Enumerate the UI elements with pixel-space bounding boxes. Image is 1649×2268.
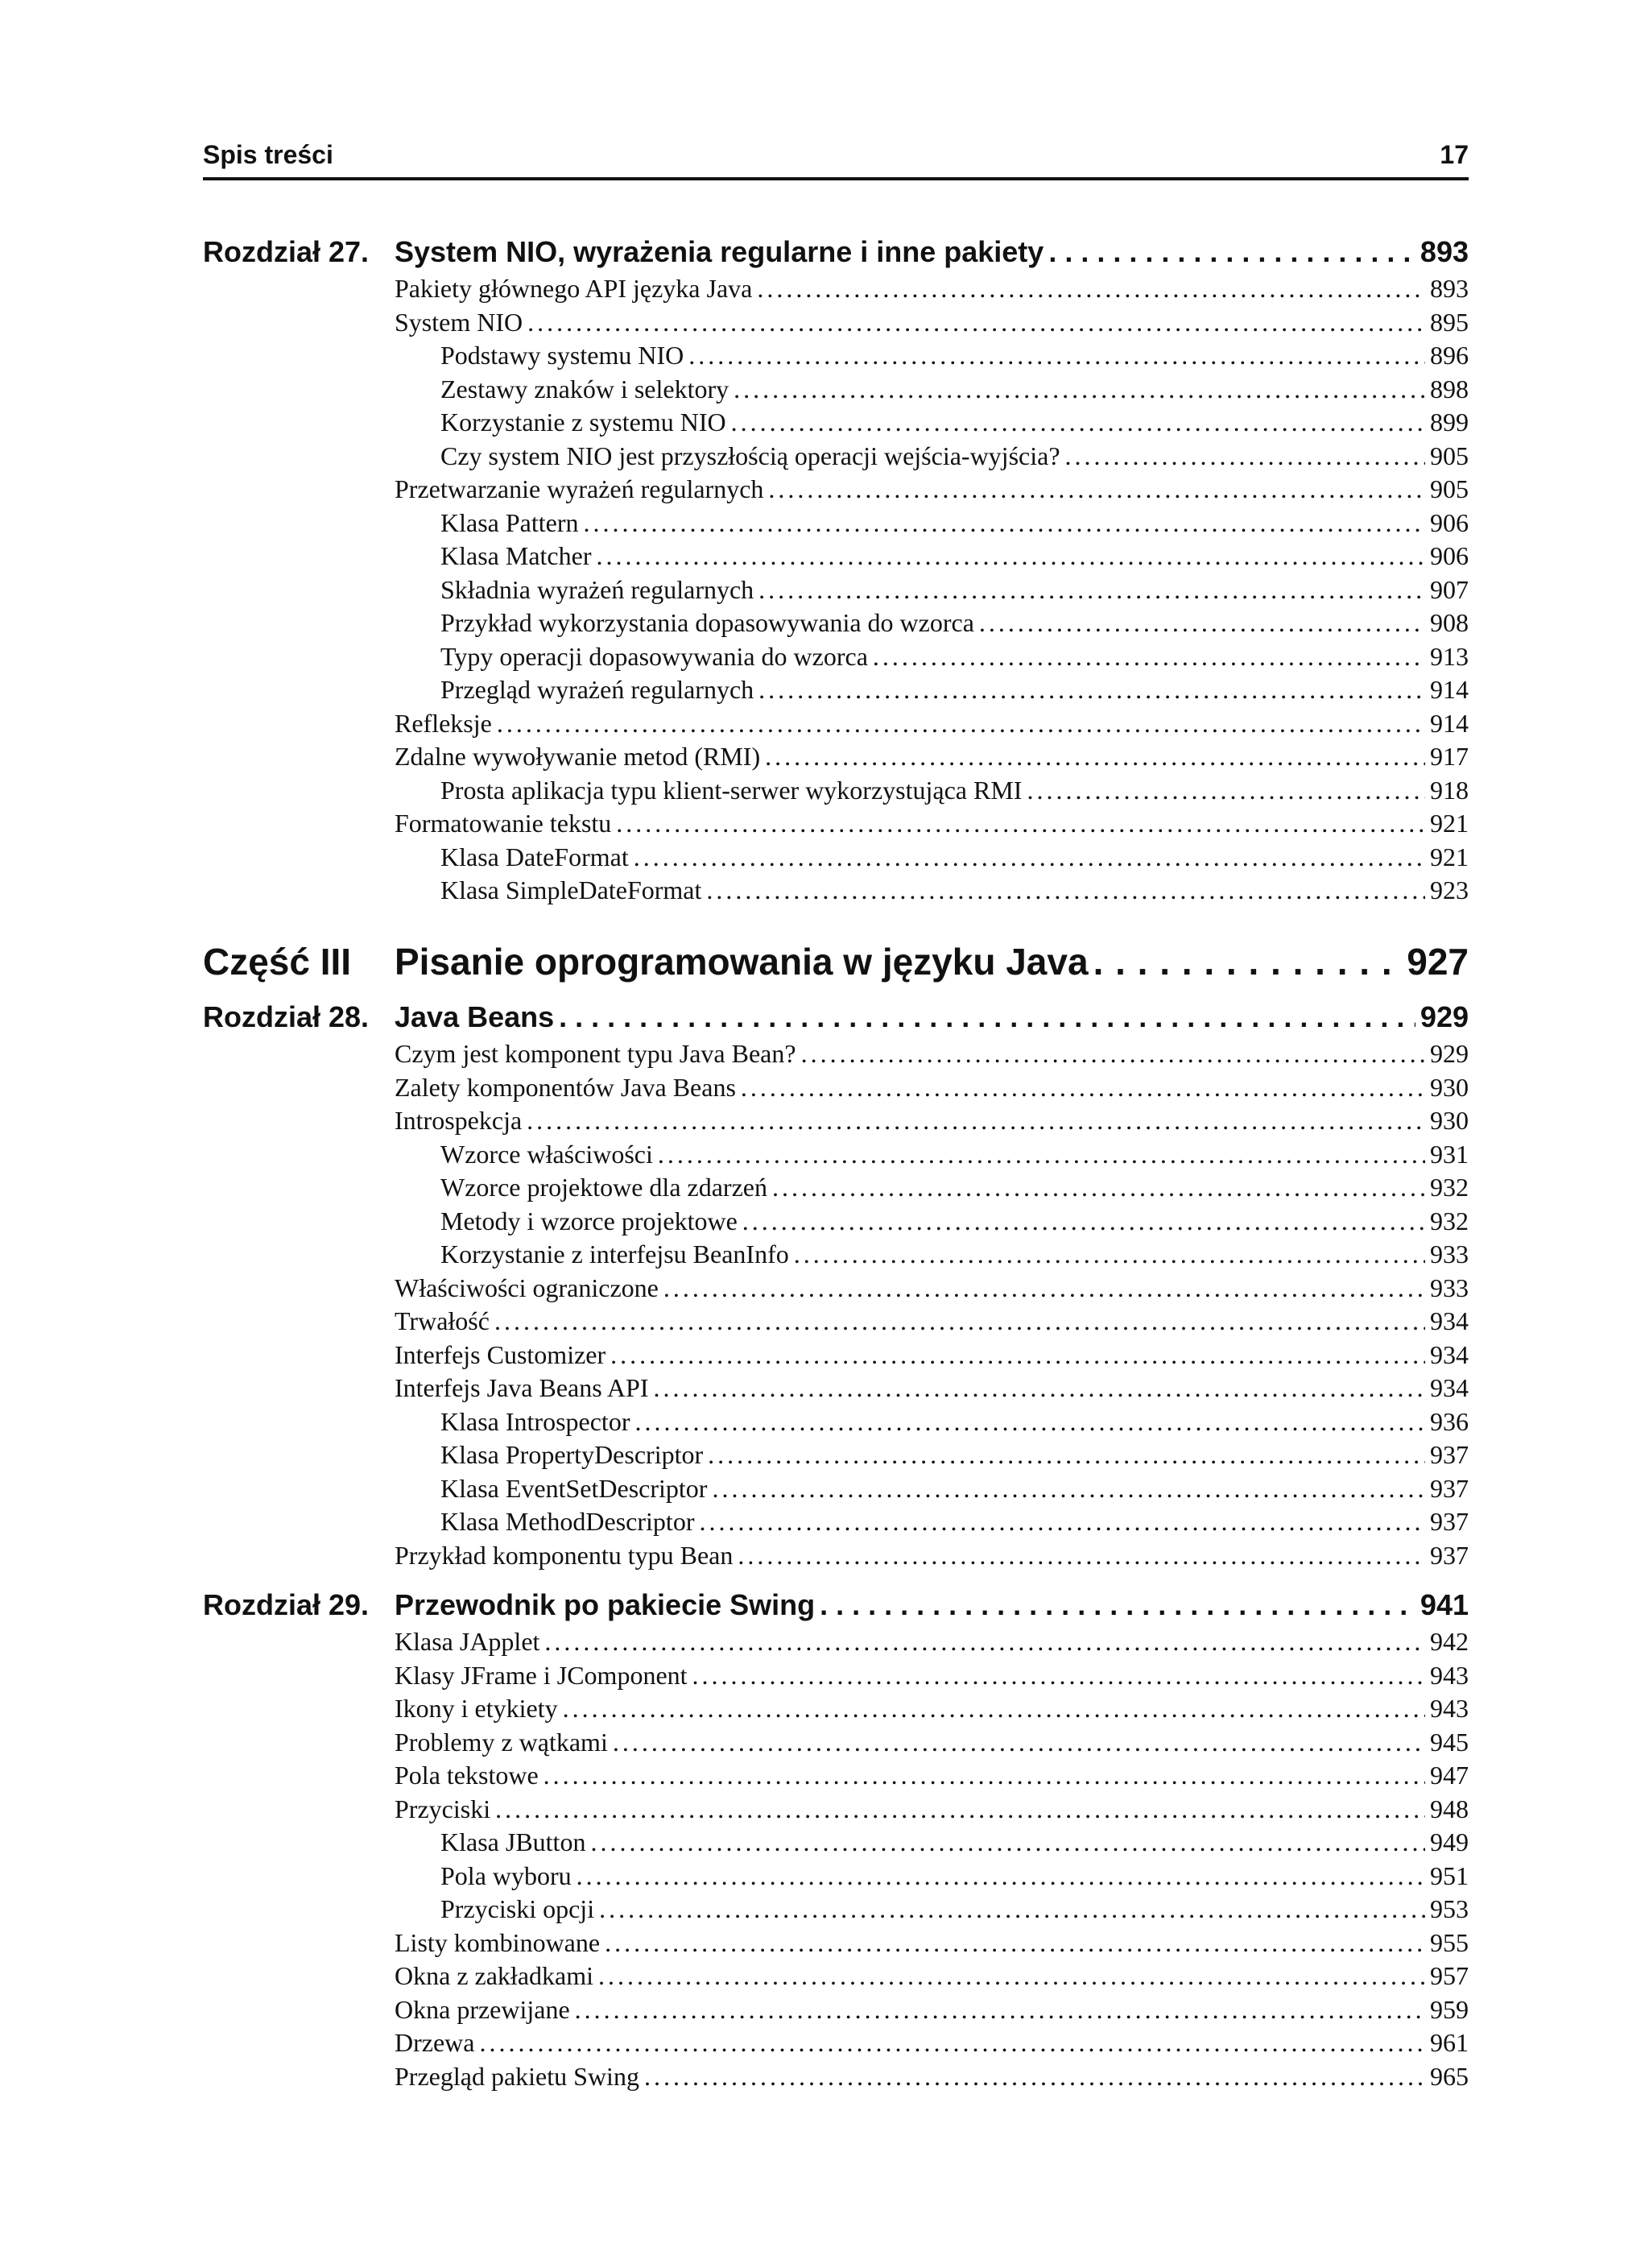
dot-leader	[563, 1692, 1425, 1724]
toc-entry-title: Klasa Matcher	[440, 541, 592, 570]
dot-leader	[577, 1860, 1425, 1892]
toc-entry-title: Drzewa	[395, 2028, 475, 2057]
toc-entry-page: 959	[1430, 1995, 1469, 2024]
toc-entry-page: 933	[1430, 1240, 1469, 1269]
toc-entry-page: 955	[1430, 1928, 1469, 1957]
dot-leader	[634, 1405, 1425, 1438]
toc-entry-title: Przetwarzanie wyrażeń regularnych	[395, 474, 764, 503]
toc-entry[interactable]	[440, 573, 1469, 606]
dot-leader	[741, 1071, 1425, 1103]
dot-leader	[692, 1659, 1425, 1691]
toc-entry-title: Zalety komponentów Java Beans	[395, 1073, 736, 1102]
part-title: Pisanie oprogramowania w języku Java	[395, 941, 1089, 983]
toc-entry-page: 905	[1430, 474, 1469, 503]
toc-entry-page: 905	[1430, 441, 1469, 470]
dot-leader	[590, 1826, 1425, 1858]
dot-leader	[758, 573, 1425, 606]
toc-entry-page: 906	[1430, 541, 1469, 570]
toc-entry-title: Składnia wyrażeń regularnych	[440, 575, 754, 604]
toc-entry[interactable]	[395, 740, 1469, 772]
dot-leader	[1093, 938, 1403, 985]
toc-entry[interactable]	[440, 1138, 1469, 1170]
toc-entry-page: 942	[1430, 1627, 1469, 1656]
toc-entry-title: Klasa JApplet	[395, 1627, 540, 1656]
dot-leader	[599, 1893, 1425, 1925]
toc-entry[interactable]	[440, 841, 1469, 873]
toc-entry[interactable]	[440, 874, 1469, 906]
toc-entry-title: Pakiety głównego API języka Java	[395, 274, 753, 303]
toc-entry-page: 943	[1430, 1661, 1469, 1690]
page-number: 17	[1440, 140, 1469, 169]
chapter-title: Przewodnik po pakiecie Swing	[395, 1588, 816, 1621]
toc-entry[interactable]	[395, 1372, 1469, 1404]
chapter-title: Java Beans	[395, 1000, 555, 1033]
toc-entry-title: Zdalne wywoływanie metod (RMI)	[395, 742, 761, 771]
dot-leader	[653, 1372, 1425, 1404]
toc-entry[interactable]	[440, 673, 1469, 706]
toc-entry-page: 930	[1430, 1073, 1469, 1102]
part-number: Część III	[203, 941, 352, 983]
toc-entry-page: 961	[1430, 2028, 1469, 2057]
toc-entry-title: Okna przewijane	[395, 1995, 570, 2024]
toc-entry-title: Przyciski opcji	[440, 1894, 595, 1923]
toc-entry-title: Metody i wzorce projektowe	[440, 1206, 738, 1235]
toc-entry-page: 951	[1430, 1861, 1469, 1890]
toc-entry-page: 937	[1430, 1541, 1469, 1570]
dot-leader	[605, 1927, 1425, 1959]
toc-entry[interactable]	[440, 406, 1469, 438]
toc-entry-page: 933	[1430, 1273, 1469, 1302]
toc-entry[interactable]	[395, 1305, 1469, 1337]
toc-entry[interactable]	[395, 1104, 1469, 1136]
toc-entry-title: Listy kombinowane	[395, 1928, 601, 1957]
toc-entry-title: Prosta aplikacja typu klient-serwer wykorzystująca RMI	[440, 776, 1023, 805]
chapter-number: Rozdział 28.	[203, 1000, 370, 1033]
dot-leader	[688, 339, 1425, 371]
toc-entry-title: Przykład komponentu typu Bean	[395, 1541, 734, 1570]
dot-leader	[772, 1171, 1425, 1203]
toc-entry-page: 934	[1430, 1306, 1469, 1335]
toc-entry-page: 913	[1430, 642, 1469, 671]
dot-leader	[596, 540, 1425, 572]
page-header	[203, 139, 1469, 180]
toc-entry-page: 918	[1430, 776, 1469, 805]
toc-entry-title: Pola wyboru	[440, 1861, 572, 1890]
toc-entry-title: Trwałość	[395, 1306, 490, 1335]
toc-entry[interactable]	[440, 1438, 1469, 1471]
dot-leader	[598, 1960, 1425, 1992]
dot-leader	[584, 507, 1426, 539]
toc-entry[interactable]	[440, 606, 1469, 639]
toc-entry[interactable]	[440, 640, 1469, 673]
toc-entry[interactable]	[395, 1625, 1469, 1658]
toc-entry-title: Klasa JButton	[440, 1827, 586, 1856]
part-page: 927	[1407, 941, 1469, 983]
toc-entry-title: Formatowanie tekstu	[395, 809, 612, 838]
dot-leader	[794, 1238, 1425, 1270]
dot-leader	[497, 707, 1425, 739]
dot-leader	[1065, 440, 1425, 472]
dot-leader	[1048, 234, 1415, 271]
toc-entry[interactable]	[440, 507, 1469, 539]
toc-entry[interactable]	[395, 1726, 1469, 1758]
dot-leader	[663, 1272, 1425, 1304]
toc-entry-title: Czym jest komponent typu Java Bean?	[395, 1039, 796, 1068]
toc-part-3[interactable]	[203, 938, 1469, 985]
dot-leader	[758, 673, 1425, 706]
dot-leader	[544, 1625, 1425, 1658]
toc-chapter-27[interactable]	[203, 234, 1469, 271]
dot-leader	[543, 1759, 1425, 1791]
chapter-number: Rozdział 29.	[203, 1588, 370, 1621]
toc-entry[interactable]	[395, 2060, 1469, 2092]
toc-entry-page: 965	[1430, 2062, 1469, 2091]
toc-entry-title: Przyciski	[395, 1794, 491, 1823]
toc-entry-page: 948	[1430, 1794, 1469, 1823]
dot-leader	[742, 1205, 1425, 1237]
toc-entry-title: Klasy JFrame i JComponent	[395, 1661, 688, 1690]
dot-leader	[658, 1138, 1425, 1170]
toc-entry-title: Przegląd wyrażeń regularnych	[440, 675, 754, 704]
dot-leader	[731, 406, 1425, 438]
toc-entry-page: 893	[1430, 274, 1469, 303]
dot-leader	[495, 1793, 1425, 1825]
toc-entry-page: 898	[1430, 375, 1469, 404]
toc-entry-title: Okna z zakładkami	[395, 1961, 593, 1990]
toc-entry-title: Klasa DateFormat	[440, 842, 629, 871]
chapter-page: 893	[1420, 235, 1469, 268]
toc-entry[interactable]	[395, 807, 1469, 839]
dot-leader	[768, 473, 1425, 505]
toc-entry-page: 914	[1430, 709, 1469, 738]
dot-leader	[479, 2026, 1425, 2059]
toc-entry[interactable]	[440, 1893, 1469, 1925]
toc-entry-page: 932	[1430, 1173, 1469, 1202]
toc-entry-title: Klasa Introspector	[440, 1407, 630, 1436]
toc-entry[interactable]	[395, 1759, 1469, 1791]
toc-entry[interactable]	[440, 1238, 1469, 1270]
toc-entry[interactable]	[440, 1505, 1469, 1538]
toc-entry-page: 937	[1430, 1507, 1469, 1536]
dot-leader	[634, 841, 1425, 873]
toc-entry-page: 937	[1430, 1474, 1469, 1503]
toc-entry-page: 934	[1430, 1340, 1469, 1369]
toc-entry-title: Wzorce właściwości	[440, 1140, 653, 1169]
toc-entry-page: 949	[1430, 1827, 1469, 1856]
toc-entry-title: Czy system NIO jest przyszłością operacji wejścia-wyjścia?	[440, 441, 1060, 470]
toc-entry[interactable]	[440, 339, 1469, 371]
toc-entry-title: Klasa SimpleDateFormat	[440, 875, 702, 904]
dot-leader	[765, 740, 1425, 772]
toc-entry-title: Interfejs Java Beans API	[395, 1373, 649, 1402]
dot-leader	[873, 640, 1425, 673]
toc-entry[interactable]	[440, 1205, 1469, 1237]
toc-entry-page: 932	[1430, 1206, 1469, 1235]
toc-entry-title: Klasa MethodDescriptor	[440, 1507, 695, 1536]
dot-leader	[706, 874, 1425, 906]
toc-entry[interactable]	[395, 2026, 1469, 2059]
dot-leader	[527, 1104, 1425, 1136]
dot-leader	[738, 1539, 1425, 1571]
toc-entry[interactable]	[440, 1171, 1469, 1203]
toc-entry-page: 906	[1430, 508, 1469, 537]
toc-entry[interactable]	[395, 1692, 1469, 1724]
toc-entry[interactable]	[440, 1472, 1469, 1504]
chapter-number: Rozdział 27.	[203, 235, 370, 268]
dot-leader	[494, 1305, 1425, 1337]
toc-entry[interactable]	[395, 707, 1469, 739]
toc-entry-title: Ikony i etykiety	[395, 1694, 558, 1723]
toc-entry-page: 914	[1430, 675, 1469, 704]
toc-entry[interactable]	[395, 1539, 1469, 1571]
toc-entry[interactable]	[440, 1826, 1469, 1858]
toc-entry[interactable]	[440, 1860, 1469, 1892]
toc-entry-title: Klasa PropertyDescriptor	[440, 1440, 704, 1469]
toc-entry-page: 943	[1430, 1694, 1469, 1723]
dot-leader	[820, 1587, 1415, 1624]
toc-entry[interactable]	[395, 1960, 1469, 1992]
toc-entry[interactable]	[395, 1793, 1469, 1825]
toc-entry[interactable]	[395, 1339, 1469, 1371]
dot-leader	[1027, 774, 1425, 806]
dot-leader	[708, 1438, 1425, 1471]
toc-entry-title: Korzystanie z interfejsu BeanInfo	[440, 1240, 789, 1269]
toc-entry[interactable]	[395, 1272, 1469, 1304]
dot-leader	[613, 1726, 1425, 1758]
toc-entry-title: Interfejs Customizer	[395, 1340, 606, 1369]
dot-leader	[979, 606, 1425, 639]
toc-entry[interactable]	[440, 440, 1469, 472]
toc-entry-title: Refleksje	[395, 709, 492, 738]
running-head-title: Spis treści	[203, 140, 333, 169]
toc-entry-page: 895	[1430, 308, 1469, 337]
toc-entry-page: 921	[1430, 842, 1469, 871]
toc-entry-title: Klasa Pattern	[440, 508, 579, 537]
toc-entry-page: 908	[1430, 608, 1469, 637]
toc-entry[interactable]	[395, 1037, 1469, 1070]
toc-entry-page: 931	[1430, 1140, 1469, 1169]
toc-entry[interactable]	[395, 306, 1469, 338]
toc-entry[interactable]	[395, 272, 1469, 304]
toc-entry[interactable]	[440, 373, 1469, 405]
toc-entry-title: Klasa EventSetDescriptor	[440, 1474, 708, 1503]
toc-entry-page: 899	[1430, 408, 1469, 437]
toc-entry-title: Wzorce projektowe dla zdarzeń	[440, 1173, 767, 1202]
dot-leader	[644, 2060, 1425, 2092]
toc-entry-page: 921	[1430, 809, 1469, 838]
toc-entry-title: Zestawy znaków i selektory	[440, 375, 729, 404]
toc-entry-title: Podstawy systemu NIO	[440, 341, 684, 370]
toc-entry-page: 934	[1430, 1373, 1469, 1402]
dot-leader	[734, 373, 1425, 405]
toc-entry-page: 947	[1430, 1761, 1469, 1790]
toc-entry[interactable]	[395, 1927, 1469, 1959]
toc-chapter-28[interactable]	[203, 999, 1469, 1036]
toc-entry-title: Typy operacji dopasowywania do wzorca	[440, 642, 868, 671]
dot-leader	[801, 1037, 1425, 1070]
toc-entry-page: 930	[1430, 1106, 1469, 1135]
toc-entry-title: Problemy z wątkami	[395, 1728, 608, 1757]
toc-chapter-29[interactable]	[203, 1587, 1469, 1624]
toc-entry-page: 937	[1430, 1440, 1469, 1469]
toc-entry-title: Przykład wykorzystania dopasowywania do wzorca	[440, 608, 974, 637]
toc-entry-title: Pola tekstowe	[395, 1761, 539, 1790]
toc-entry-page: 917	[1430, 742, 1469, 771]
toc-entry-title: Introspekcja	[395, 1106, 523, 1135]
toc-entry-page: 945	[1430, 1728, 1469, 1757]
toc-entry-title: Właściwości ograniczone	[395, 1273, 659, 1302]
toc-entry[interactable]	[440, 1405, 1469, 1438]
toc-entry-title: System NIO	[395, 308, 523, 337]
chapter-page: 929	[1420, 1000, 1469, 1033]
toc-entry[interactable]	[440, 540, 1469, 572]
dot-leader	[699, 1505, 1425, 1538]
toc-entry-page: 953	[1430, 1894, 1469, 1923]
toc-entry-page: 923	[1430, 875, 1469, 904]
dot-leader	[712, 1472, 1425, 1504]
dot-leader	[559, 999, 1415, 1036]
toc-entry[interactable]	[440, 774, 1469, 806]
toc-entry[interactable]	[395, 1659, 1469, 1691]
dot-leader	[527, 306, 1425, 338]
toc-entry-page: 929	[1430, 1039, 1469, 1068]
chapter-page: 941	[1420, 1588, 1469, 1621]
toc-entry[interactable]	[395, 473, 1469, 505]
toc-entry-title: Korzystanie z systemu NIO	[440, 408, 726, 437]
toc-entry-page: 957	[1430, 1961, 1469, 1990]
toc-entry-page: 936	[1430, 1407, 1469, 1436]
dot-leader	[575, 1993, 1425, 2026]
toc-entry-page: 907	[1430, 575, 1469, 604]
dot-leader	[757, 272, 1425, 304]
dot-leader	[616, 807, 1425, 839]
chapter-title: System NIO, wyrażenia regularne i inne pakiety	[395, 235, 1044, 268]
toc-entry[interactable]	[395, 1071, 1469, 1103]
toc-entry-title: Przegląd pakietu Swing	[395, 2062, 639, 2091]
toc-entry-page: 896	[1430, 341, 1469, 370]
toc-entry[interactable]	[395, 1993, 1469, 2026]
dot-leader	[610, 1339, 1425, 1371]
